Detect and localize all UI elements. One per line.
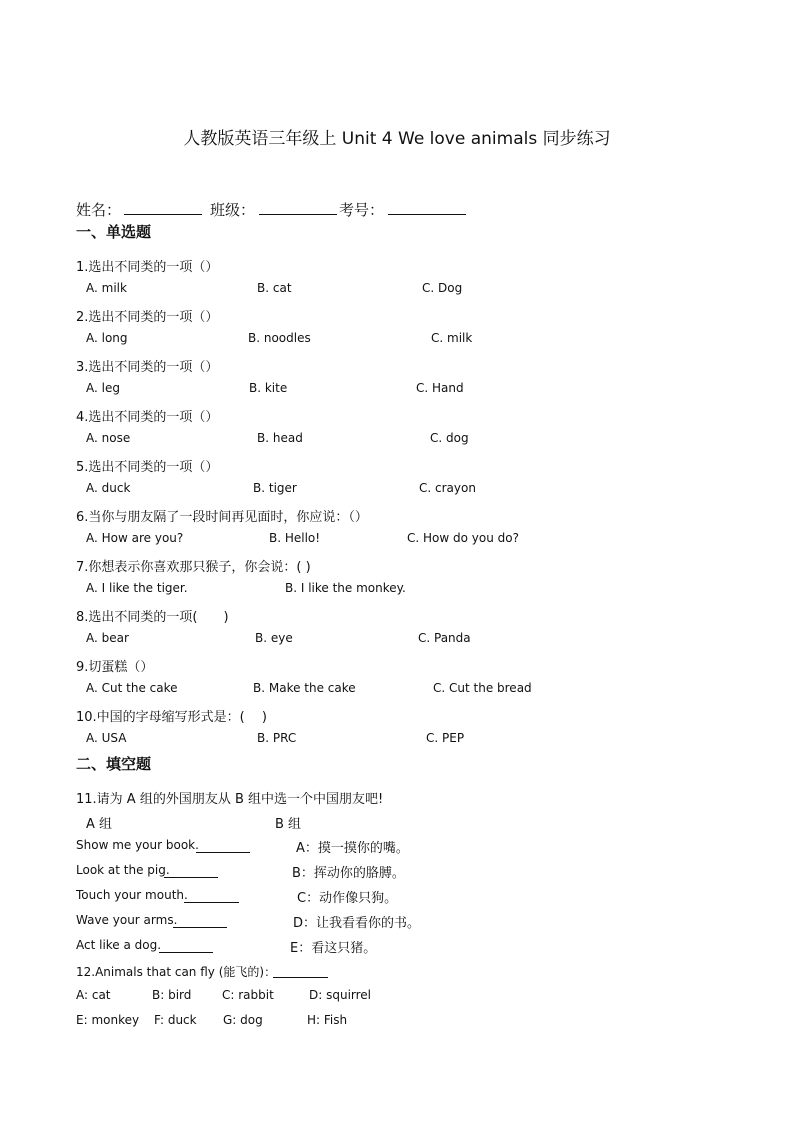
match-item-right: E：看这只猪。 [290,941,377,956]
animal-option: A: cat [76,988,111,1002]
section-heading-single-choice: 一、单选题 [76,223,152,241]
answer-blank[interactable] [196,839,250,853]
animal-option: B: bird [152,988,192,1002]
option-c[interactable]: C. Cut the bread [433,681,532,695]
question-stem: 1.选出不同类的一项（） [76,260,219,275]
option-a[interactable]: A. bear [86,631,129,645]
option-c[interactable]: C. Dog [422,281,463,295]
question-stem: 5.选出不同类的一项（） [76,460,219,475]
animal-option: E: monkey [76,1013,140,1027]
question-stem: 4.选出不同类的一项（） [76,410,219,425]
option-b[interactable]: B. cat [257,281,292,295]
option-b[interactable]: B. Hello! [269,531,321,545]
match-item-right: A：摸一摸你的嘴。 [296,841,409,856]
number-label: 考号： [339,201,385,219]
option-c[interactable]: C. Hand [416,381,464,395]
option-a[interactable]: A. I like the tiger. [86,581,188,595]
match-item-left: Show me your book. [76,838,199,852]
match-item-left: Act like a dog. [76,938,162,952]
question-stem: 7.你想表示你喜欢那只猴子，你会说：( ) [76,560,311,575]
question-stem: 11.请为 A 组的外国朋友从 B 组中选一个中国朋友吧! [76,792,384,807]
option-b[interactable]: B. I like the monkey. [285,581,406,595]
option-c[interactable]: C. crayon [419,481,476,495]
question-stem: 10.中国的字母缩写形式是：( ) [76,710,267,725]
option-a[interactable]: A. nose [86,431,131,445]
question-stem: 9.切蛋糕（） [76,660,154,675]
option-c[interactable]: C. How do you do? [407,531,519,545]
question-stem: 2.选出不同类的一项（） [76,310,219,325]
option-a[interactable]: A. leg [86,381,120,395]
name-label: 姓名： [76,201,122,219]
match-item-left: Touch your mouth. [76,888,188,902]
option-b[interactable]: B. Make the cake [253,681,356,695]
class-label: 班级： [210,201,256,219]
page-title: 人教版英语三年级上 Unit 4 We love animals 同步练习 [183,129,611,149]
option-a[interactable]: A. Cut the cake [86,681,178,695]
match-item-right: B：挥动你的胳膊。 [292,866,405,881]
name-blank[interactable] [124,200,202,215]
question-stem: 3.选出不同类的一项（） [76,360,219,375]
option-a[interactable]: A. long [86,331,128,345]
animal-option: G: dog [223,1013,263,1027]
match-item-right: D：让我看看你的书。 [293,916,421,931]
answer-blank[interactable] [273,964,328,978]
option-b[interactable]: B. PRC [257,731,297,745]
answer-blank[interactable] [159,939,213,953]
option-c[interactable]: C. Panda [418,631,471,645]
option-c[interactable]: C. milk [431,331,473,345]
section-heading-fill-in: 二、填空题 [76,755,152,773]
class-blank[interactable] [259,200,337,215]
question-stem: 6.当你与朋友隔了一段时间再见面时，你应说：（） [76,510,368,525]
match-item-right: C：动作像只狗。 [297,891,398,906]
answer-blank[interactable] [184,889,239,903]
animal-option: C: rabbit [222,988,274,1002]
option-b[interactable]: B. head [257,431,303,445]
question-stem: 8.选出不同类的一项( ) [76,610,229,625]
option-b[interactable]: B. kite [249,381,288,395]
option-a[interactable]: A. milk [86,281,127,295]
match-item-left: Look at the pig. [76,863,170,877]
animal-option: F: duck [154,1013,197,1027]
animal-option: H: Fish [307,1013,348,1027]
option-a[interactable]: A. USA [86,731,127,745]
answer-blank[interactable] [173,914,227,928]
option-c[interactable]: C. PEP [426,731,465,745]
match-item-left: Wave your arms. [76,913,178,927]
number-blank[interactable] [388,200,466,215]
option-a[interactable]: A. How are you? [86,531,184,545]
group-a-label: A 组 [86,817,113,832]
question-stem: 12.Animals that can fly (能飞的)： [76,965,277,979]
animal-option: D: squirrel [309,988,372,1002]
option-a[interactable]: A. duck [86,481,131,495]
option-b[interactable]: B. tiger [253,481,297,495]
group-b-label: B 组 [275,817,302,832]
option-c[interactable]: C. dog [430,431,469,445]
option-b[interactable]: B. noodles [248,331,311,345]
answer-blank[interactable] [164,864,218,878]
option-b[interactable]: B. eye [255,631,293,645]
